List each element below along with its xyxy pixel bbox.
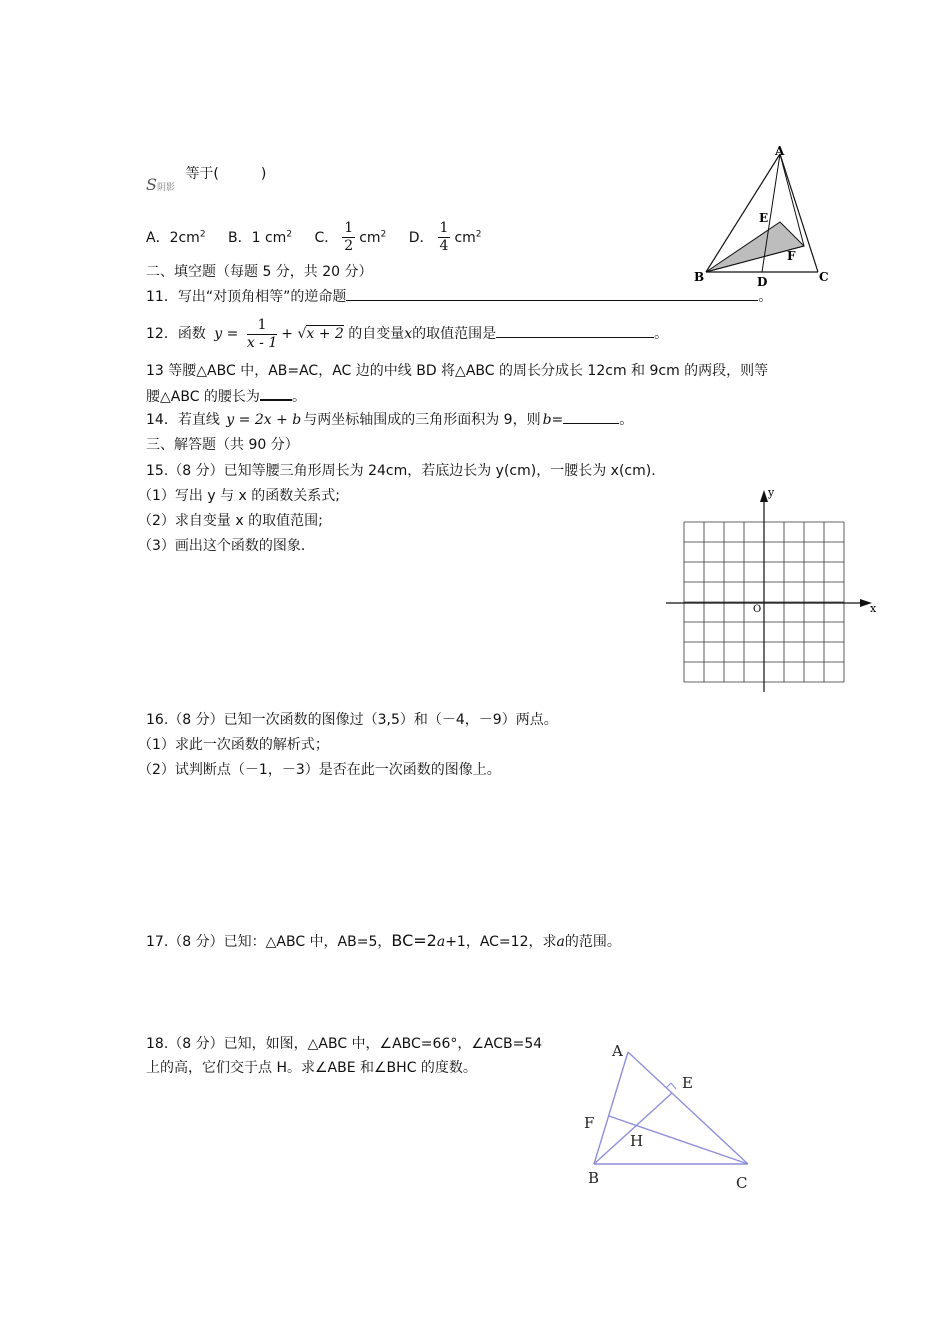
- q13-line2: 腰△ABC 的腰长为 。: [146, 385, 306, 407]
- q11-answer-blank[interactable]: [346, 286, 758, 301]
- fig2-label-h: H: [630, 1132, 644, 1150]
- fig1-label-d: D: [757, 275, 768, 289]
- q10-stem: [146, 163, 267, 194]
- q16-part2: （2）试判断点（－1，－3）是否在此一次函数的图像上。: [138, 762, 501, 778]
- q14-answer-blank[interactable]: [563, 409, 619, 424]
- fig1-label-e: E: [759, 211, 769, 225]
- fig1-label-b: B: [694, 270, 705, 284]
- fig2-label-e: E: [682, 1074, 693, 1092]
- q17: 17.（8 分）已知：△ABC 中，AB=5，BC=2a+1，AC=12，求a的范围。: [146, 931, 621, 950]
- x-axis-label: x: [870, 602, 877, 615]
- fig2-label-b: B: [588, 1169, 600, 1187]
- q18-triangle-figure: [578, 1030, 768, 1196]
- fig1-label-a: A: [775, 144, 785, 158]
- q13-line1: 13 等腰△ABC 中，AB=AC，AC 边的中线 BD 将△ABC 的周长分成长 12cm 和 9cm 的两段，则等: [146, 363, 769, 379]
- q16-stem: 16.（8 分）已知一次函数的图像过（3,5）和（－4，－9）两点。: [146, 712, 558, 728]
- section-2-title: 二、填空题（每题 5 分，共 20 分）: [146, 264, 373, 280]
- option-c: C． $\frac{1}{2}$ $cm^2$: [314, 220, 387, 255]
- q15-coordinate-grid: [660, 484, 880, 698]
- q15-part1: （1）写出 y 与 x 的函数关系式;: [138, 488, 340, 504]
- fig2-label-a: A: [612, 1042, 623, 1060]
- q12-sqrt: √x + 2: [297, 326, 344, 342]
- fig1-label-f: F: [787, 249, 796, 263]
- q10-stem-text: 等于( ): [185, 166, 267, 182]
- q15-part2: （2）求自变量 x 的取值范围;: [138, 513, 323, 529]
- q12-answer-blank[interactable]: [496, 323, 654, 338]
- fig1-label-c: C: [819, 270, 829, 284]
- q10-options: [146, 216, 482, 256]
- q10-triangle-figure: [690, 142, 840, 292]
- q18-line2: 上的高，它们交于点 H。求∠ABE 和∠BHC 的度数。: [146, 1060, 477, 1076]
- s-shadow-symbol: S阴影: [146, 175, 175, 194]
- origin-label: O: [753, 604, 762, 615]
- q15-stem: 15.（8 分）已知等腰三角形周长为 24cm，若底边长为 y(cm)，一腰长为 x(cm).: [146, 463, 656, 479]
- fig2-label-c: C: [736, 1174, 748, 1192]
- option-d: D． $\frac{1}{4}$ $cm^2$: [408, 220, 482, 255]
- q16-part1: （1）求此一次函数的解析式；: [138, 737, 329, 753]
- fig2-label-f: F: [584, 1114, 595, 1132]
- q13-answer-blank[interactable]: [260, 385, 292, 401]
- section-3-title: 三、解答题（共 90 分）: [146, 437, 299, 453]
- q12: 12．函数 y = $\frac{1}{x - 1}$ + √x + 2 的自变量x的取值范围是 。: [146, 316, 669, 351]
- y-axis-label: y: [768, 486, 775, 499]
- y-axis-arrow: [760, 490, 768, 502]
- q11: 11．写出“对顶角相等”的逆命题 。: [146, 286, 772, 307]
- q12-fraction: $\frac{1}{x - 1}$: [246, 316, 278, 351]
- fraction-half: $\frac{1}{2}$: [344, 220, 354, 255]
- fraction-quarter: $\frac{1}{4}$: [439, 220, 449, 255]
- option-b: B．1 $cm^2$: [228, 229, 293, 246]
- q14-formula: y = 2x + b: [226, 412, 302, 428]
- option-a: A．$2cm^2$: [146, 229, 206, 246]
- q18-line1: 18.（8 分）已知，如图，△ABC 中，∠ABC=66°，∠ACB=54: [146, 1036, 543, 1052]
- q14: 14．若直线 y = 2x + b 与两坐标轴围成的三角形面积为 9，则 b= 。: [146, 409, 633, 430]
- q15-part3: （3）画出这个函数的图象.: [138, 538, 306, 554]
